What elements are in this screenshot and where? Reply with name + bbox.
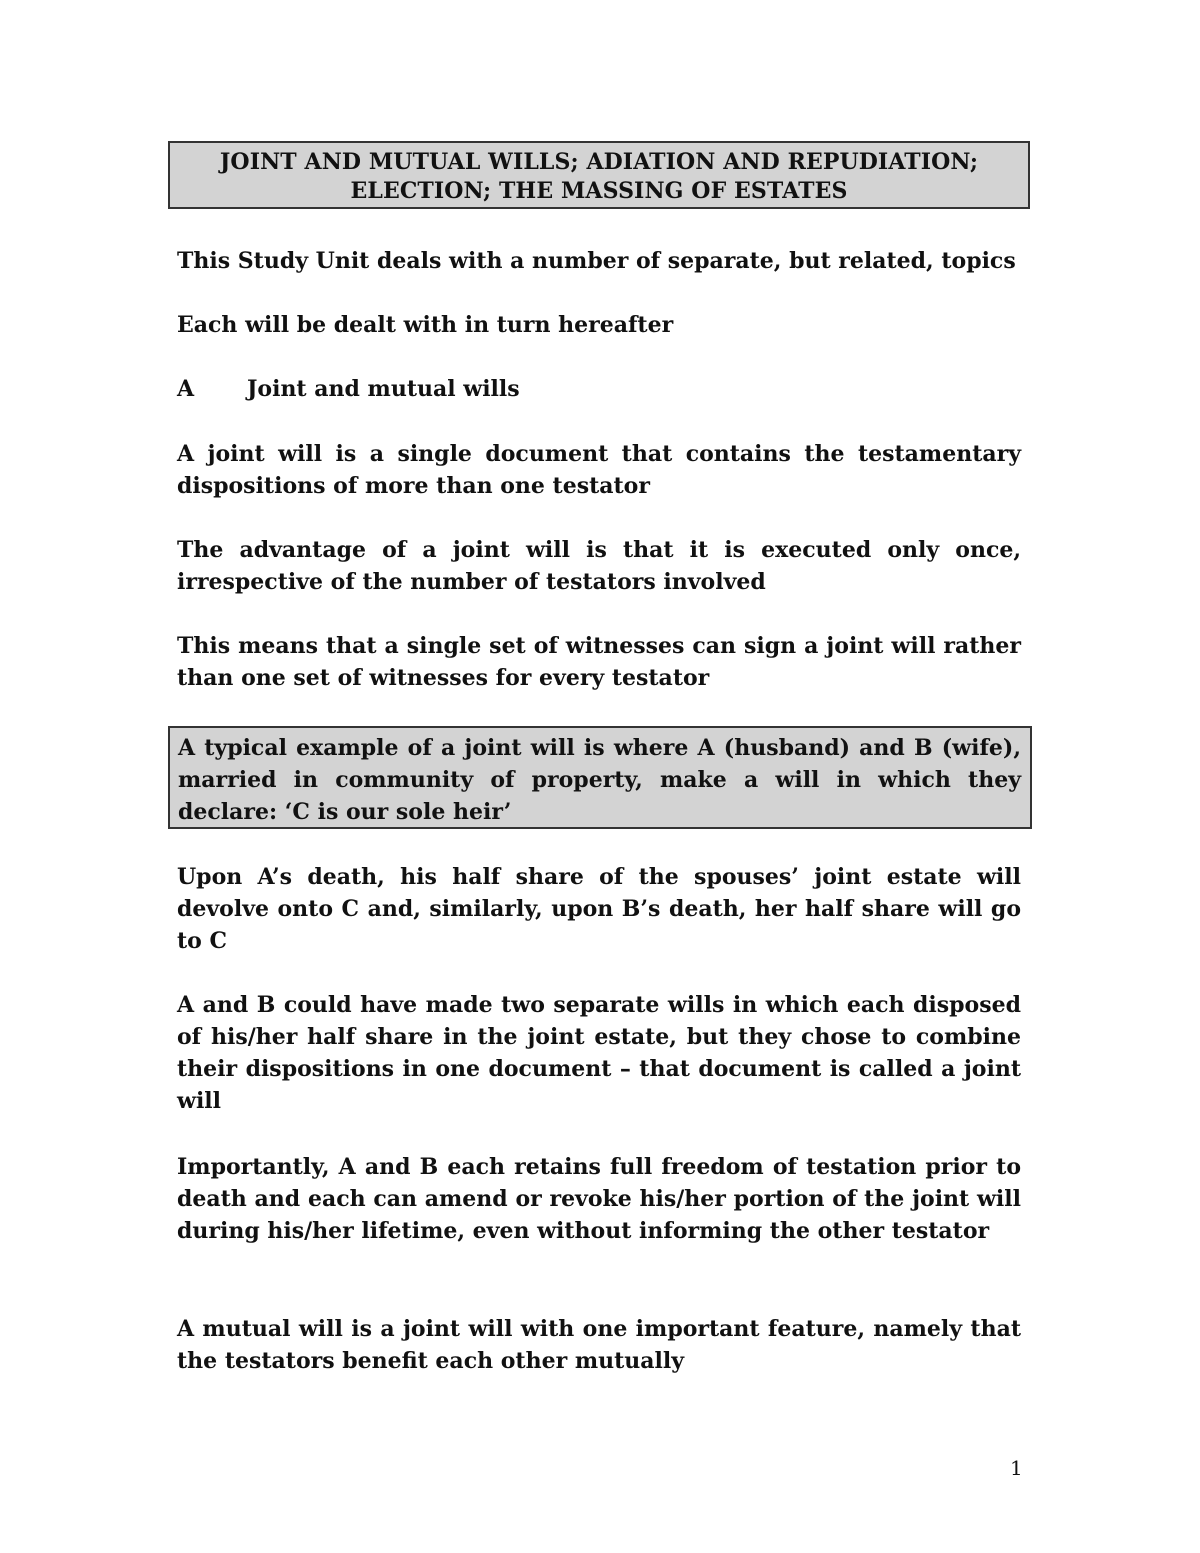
paragraph-mutual-will: A mutual will is a joint will with one important feature, namely that the testators benefit each other mutually [177, 1316, 1021, 1374]
paragraph-upon-death: Upon A’s death, his half share of the spouses’ joint estate will devolve onto C and, similarly, upon B’s death, her half share will go to C [177, 864, 1021, 954]
paragraph-joint-will-definition: A joint will is a single document that contains the testamentary dispositions of more than one testator [177, 441, 1021, 499]
title-line-2: ELECTION; THE MASSING OF ESTATES [350, 178, 848, 204]
section-a-title: Joint and mutual wills [247, 376, 520, 402]
title-line-1: JOINT AND MUTUAL WILLS; ADIATION AND REPUDIATION; [219, 149, 979, 175]
paragraph-witnesses: This means that a single set of witnesses can sign a joint will rather than one set of witnesses for every testator [177, 633, 1021, 691]
section-a-letter: A [177, 376, 195, 402]
paragraph-freedom: Importantly, A and B each retains full freedom of testation prior to death and each can amend or revoke his/her portion of the joint will during his/her lifetime, even without informing the other testator [177, 1154, 1021, 1244]
paragraph-separate-wills: A and B could have made two separate wills in which each disposed of his/her half share in the joint estate, but they chose to combine their dispositions in one document – that document is called a joint will [177, 992, 1021, 1114]
paragraph-advantage: The advantage of a joint will is that it is executed only once, irrespective of the number of testators involved [177, 537, 1021, 595]
page-number: 1 [1010, 1456, 1023, 1480]
intro-paragraph-1: This Study Unit deals with a number of separate, but related, topics [177, 248, 1016, 274]
example-box: A typical example of a joint will is where A (husband) and B (wife), married in community of property, make a will in which they declare: ‘C is our sole heir’ [168, 726, 1032, 829]
title-box [168, 141, 1030, 209]
intro-paragraph-2: Each will be dealt with in turn hereafter [177, 312, 674, 338]
section-a-heading [177, 373, 520, 405]
